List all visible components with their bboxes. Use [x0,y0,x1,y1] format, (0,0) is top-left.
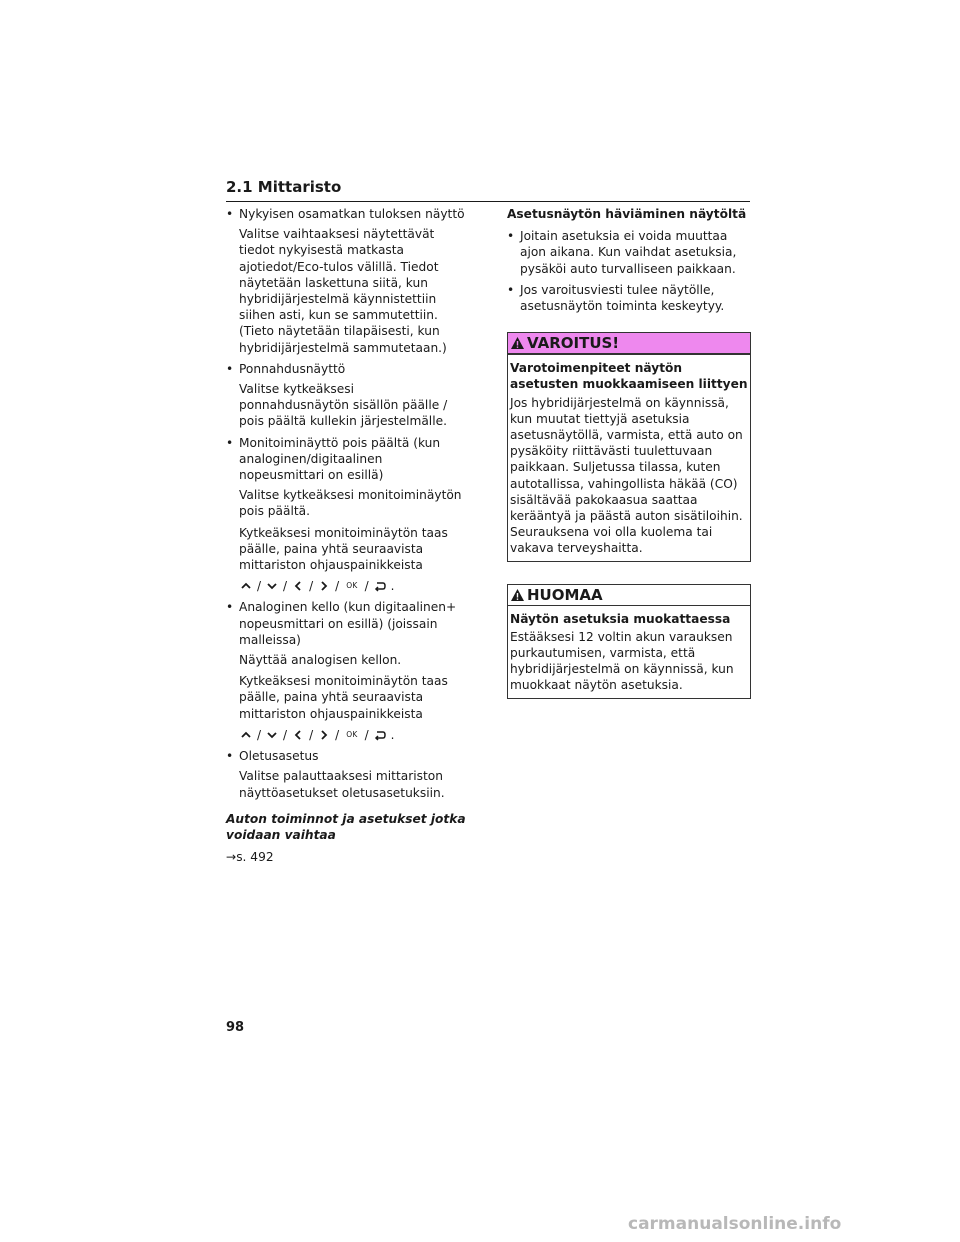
item-text: Joitain asetuksia ei voida muuttaa ajon aikana. Kun vaihdat asetuksia, pysäköi auto turvalliseen paikkaan. [520,229,737,276]
back-arrow-icon [373,729,387,741]
warning-text: Jos hybridijärjestelmä on käynnissä, kun muutat tiettyjä asetuksia asetusnäytöllä, varmista, että auto on pysäköity riittävästi tuulettuvaan paikkaan. Suljetussa tilassa, kuten autotallissa, vahingollista häkää (CO) sisältävää pakokaasua saattaa kerääntyä ja päästä auton sisätiloihin. Seurauksena voi olla kuolema tai vakava terveyshaitta. [510,395,743,556]
item-body: Valitse vaihtaaksesi näytettävät tiedot nykyisestä matkasta ajotiedot/Eco-tulos välillä. Tiedot näytetään laskettuna siitä, kun hybridijärjestelmä käynnistettiin siihen asti, kun se sammutettiin. (Tieto näytetään tilapäisesti, kun hybridijärjestelmä sammutetaan.) [239,227,447,355]
chevron-right-icon [317,729,331,741]
notice-box [507,584,751,699]
item-body: Valitse kytkeäksesi ponnahdusnäytön sisällön päälle / pois päältä kullekin järjestelmälle. [239,382,448,429]
notice-label: HUOMAA [527,585,603,604]
list-item [226,206,466,356]
item-body: Näyttää analogisen kellon. [239,653,402,668]
bullet-dot: • [507,282,515,297]
warning-icon [510,336,525,350]
item-text: Jos varoitusviesti tulee näytölle, asetusnäytön toiminta keskeytyy. [520,282,725,314]
page-number: 98 [226,1020,245,1035]
list-item [226,599,466,668]
list-item [226,435,466,520]
page-reference-link[interactable]: →s. 492 [226,850,274,865]
section-header: 2.1 Mittaristo [226,178,750,202]
list-item [226,361,466,430]
notice-banner [508,585,750,606]
chevron-left-icon [291,729,305,741]
item-body: Valitse kytkeäksesi monitoiminäytön pois päältä. [239,488,462,519]
subheading: Auton toiminnot ja asetukset jotka voidaan vaihtaa [226,811,466,842]
separator: / [335,727,340,742]
bullet-dot: • [226,435,234,450]
separator: / [257,579,262,594]
bullet-dot: • [226,207,234,221]
item-body: Valitse palauttaaksesi mittariston näyttöasetukset oletusasetuksiin. [239,769,445,800]
control-buttons-row [226,578,466,594]
chevron-right-icon [317,580,331,592]
chevron-up-icon [239,580,253,592]
bullet-dot: • [226,361,234,376]
control-buttons-row [226,727,466,743]
item-title: Analoginen kello (kun digitaalinen+ nopeusmittari on esillä) (joissain malleissa) [239,600,457,647]
separator: / [257,727,262,742]
warning-title: Varotoimenpiteet näytön asetusten muokkaamiseen liittyen [510,361,748,392]
item-extra: Kytkeäksesi monitoiminäytön taas päälle, paina yhtä seuraavista mittariston ohjauspainikkeista [239,674,448,721]
bullet-dot: • [226,749,234,764]
right-column [507,206,751,699]
ok-button-label: OK [346,729,358,739]
notice-icon [510,588,525,602]
separator: / [283,727,288,742]
separator: / [309,727,314,742]
back-arrow-icon [373,580,387,592]
notice-title: Näytön asetuksia muokattaessa [510,611,731,626]
watermark: carmanualsonline.info [628,1214,842,1234]
item-title: Monitoiminäyttö pois päältä (kun analoginen/digitaalinen nopeusmittari on esillä) [239,435,441,483]
period: . [390,579,395,594]
subheading: Asetusnäytön häviäminen näytöltä [507,207,747,221]
warning-box [507,332,751,561]
separator: / [335,579,340,594]
list-item [226,748,466,801]
notice-content [508,606,750,698]
warning-content [508,355,750,560]
item-title: Ponnahdusnäyttö [239,361,346,376]
separator: / [283,579,288,594]
bullet-dot: • [507,229,515,244]
warning-banner [508,333,750,355]
separator: / [309,579,314,594]
item-title: Oletusasetus [239,749,319,764]
list-item [507,228,751,277]
item-extra: Kytkeäksesi monitoiminäytön taas päälle, paina yhtä seuraavista mittariston ohjauspainikkeista [239,525,448,573]
chevron-down-icon [265,729,279,741]
warning-label: VAROITUS! [527,334,620,353]
bullet-dot: • [226,600,234,615]
list-item [507,282,751,314]
left-column [226,206,466,865]
separator: / [364,727,369,742]
notice-text: Estääksesi 12 voltin akun varauksen purkautumisen, varmista, että hybridijärjestelmä on käynnissä, kun muokkaat näytön asetuksia. [510,629,734,693]
ok-button-label: OK [346,581,358,591]
separator: / [364,579,369,594]
chevron-down-icon [265,580,279,592]
item-title: Nykyisen osamatkan tuloksen näyttö [239,207,465,221]
chevron-left-icon [291,580,305,592]
chevron-up-icon [239,729,253,741]
period: . [390,727,395,742]
